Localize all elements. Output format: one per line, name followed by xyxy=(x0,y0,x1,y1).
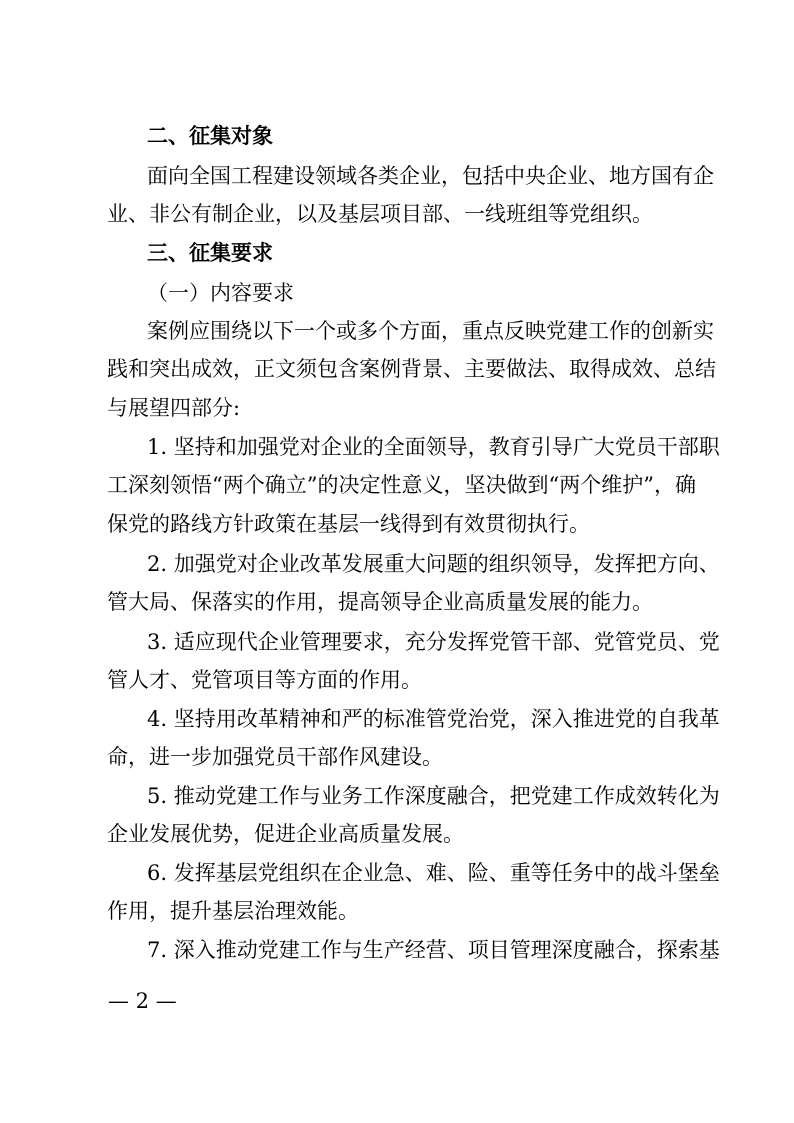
page-number: — 2 — xyxy=(108,989,177,1013)
paragraph-line: 案例应围绕以下一个或多个方面，重点反映党建工作的创新实 xyxy=(147,319,714,343)
list-item-1-line: 工深刻领悟“两个确立”的决定性意义，坚决做到“两个维护”，确 xyxy=(107,473,696,497)
list-item-1-line: 保党的路线方针政策在基层一线得到有效贯彻执行。 xyxy=(107,512,590,536)
list-item-6-line: 作用，提升基层治理效能。 xyxy=(107,899,359,923)
list-item-5-line: 5. 推动党建工作与业务工作深度融合，把党建工作成效转化为 xyxy=(147,784,720,808)
list-item-6-line: 6. 发挥基层党组织在企业急、难、险、重等任务中的战斗堡垒 xyxy=(147,861,720,885)
list-item-3-line: 管人才、党管项目等方面的作用。 xyxy=(107,668,422,692)
list-item-5-line: 企业发展优势，促进企业高质量发展。 xyxy=(107,822,464,846)
subheading-content-requirements: （一）内容要求 xyxy=(147,281,294,305)
list-item-4-line: 命，进一步加强党员干部作风建设。 xyxy=(107,745,443,769)
list-item-3-line: 3. 适应现代企业管理要求，充分发挥党管干部、党管党员、党 xyxy=(147,630,720,654)
list-item-1-line: 1. 坚持和加强党对企业的全面领导，教育引导广大党员干部职 xyxy=(147,435,720,459)
list-item-2-line: 管大局、保落实的作用，提高领导企业高质量发展的能力。 xyxy=(107,590,653,614)
section-heading-3: 三、征集要求 xyxy=(147,241,273,265)
list-item-7-line: 7. 深入推动党建工作与生产经营、项目管理深度融合，探索基 xyxy=(147,938,720,962)
section-heading-2: 二、征集对象 xyxy=(147,124,273,148)
paragraph-line: 践和突出成效，正文须包含案例背景、主要做法、取得成效、总结 xyxy=(107,357,716,381)
list-item-4-line: 4. 坚持用改革精神和严的标准管党治党，深入推进党的自我革 xyxy=(147,707,720,731)
paragraph-line: 与展望四部分: xyxy=(107,396,241,420)
paragraph-line: 面向全国工程建设领域各类企业，包括中央企业、地方国有企 xyxy=(147,164,714,188)
list-item-2-line: 2. 加强党对企业改革发展重大问题的组织领导，发挥把方向、 xyxy=(147,552,720,576)
paragraph-line: 业、非公有制企业，以及基层项目部、一线班组等党组织。 xyxy=(107,202,653,226)
